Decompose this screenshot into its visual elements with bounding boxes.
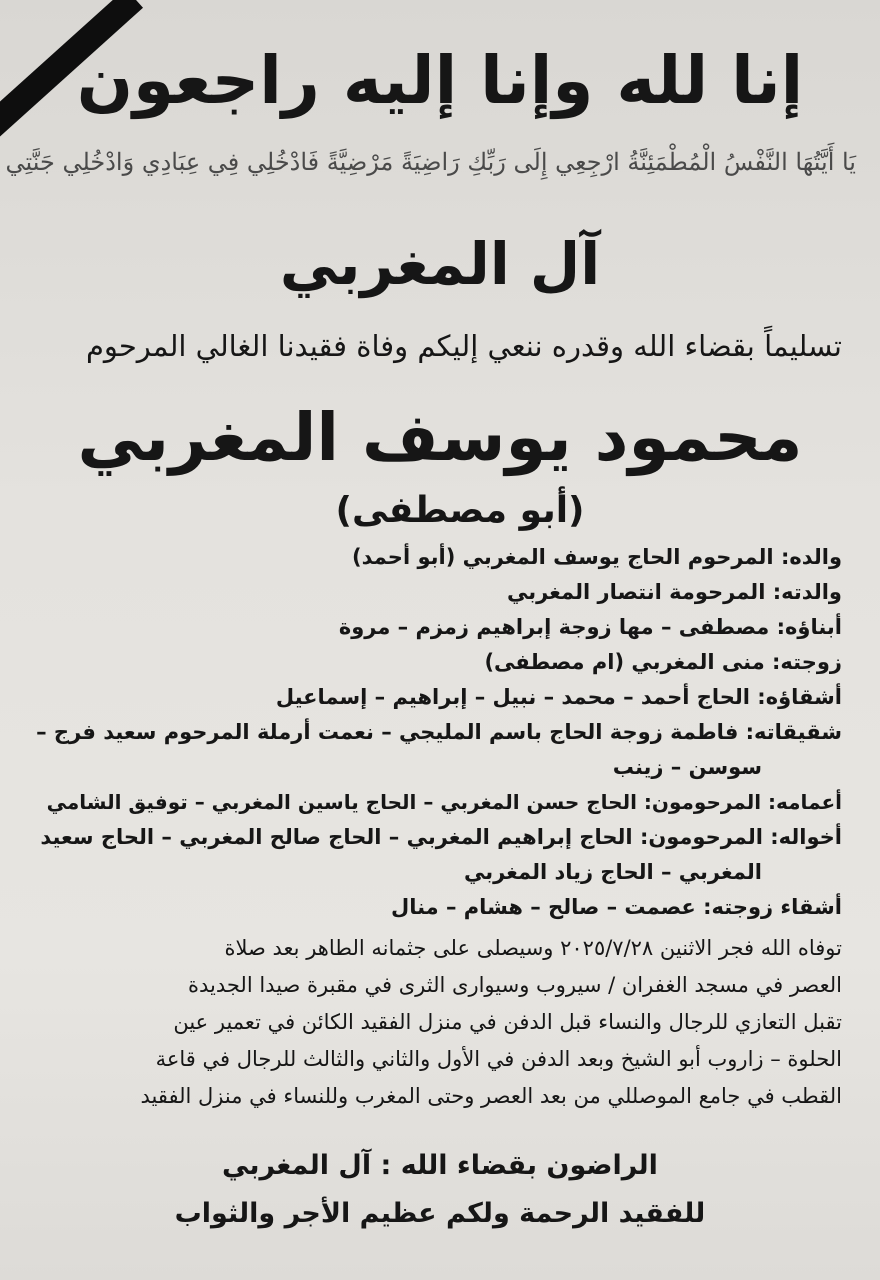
- relative-line: [30, 610, 842, 645]
- relative-label: والده:: [780, 545, 842, 569]
- relative-line: [30, 785, 842, 820]
- closing-signature: الراضون بقضاء الله : آل المغربي: [222, 1150, 658, 1181]
- relative-names: منى المغربي (ام مصطفى): [484, 650, 765, 674]
- quran-verse: يَا أَيَّتُهَا النَّفْسُ الْمُطْمَئِنَّةُ ارْجِعِي إِلَى رَبِّكِ رَاضِيَةً مَرْضِيَّةً فَادْخُلِي فِي عِبَادِي وَادْخُلِي جَنَّتِي: [5, 148, 856, 176]
- relative-line-continued: [30, 750, 842, 785]
- relative-label: شقيقاته:: [745, 720, 842, 744]
- intro-line: تسليماً بقضاء الله وقدره ننعي إليكم وفاة فقيدنا الغالي المرحوم: [85, 329, 842, 363]
- relative-line-continued: [30, 855, 842, 890]
- relative-line: [30, 575, 842, 610]
- announcement-line: تقبل التعازي للرجال والنساء قبل الدفن في منزل الفقيد الكائن في تعمير عين: [173, 1010, 842, 1034]
- relative-names: الحاج أحمد – محمد – نبيل – إبراهيم – إسماعيل: [275, 685, 750, 709]
- relative-line: [30, 645, 842, 680]
- relative-names: المرحومون: الحاج حسن المغربي – الحاج ياسين المغربي – توفيق الشامي: [46, 790, 762, 814]
- announcement-line: القطب في جامع الموصللي من بعد العصر وحتى المغرب وللنساء في منزل الفقيد: [140, 1084, 842, 1108]
- relative-names: المرحومة انتصار المغربي: [506, 580, 766, 604]
- relative-label: زوجته:: [772, 650, 842, 674]
- relative-label: أبناؤه:: [776, 615, 842, 639]
- funeral-announcement: [30, 930, 842, 1115]
- deceased-name: محمود يوسف المغربي: [77, 399, 803, 476]
- relative-names: سوسن – زينب: [612, 755, 762, 779]
- relative-label: أشقاؤه:: [757, 685, 842, 709]
- relative-label: أشقاء زوجته:: [703, 895, 842, 919]
- relative-line: [30, 820, 842, 855]
- relatives-list: [30, 540, 842, 925]
- header-verse: إنا لله وإنا إليه راجعون: [76, 42, 804, 119]
- relative-names: المرحومون: الحاج إبراهيم المغربي – الحاج صالح المغربي – الحاج سعيد: [40, 825, 763, 849]
- relative-line: [30, 680, 842, 715]
- relative-label: أعمامه:: [768, 790, 842, 814]
- relative-names: فاطمة زوجة الحاج باسم المليجي – نعمت أرملة المرحوم سعيد فرج –: [36, 720, 739, 744]
- relative-names: المرحوم الحاج يوسف المغربي (أبو أحمد): [352, 545, 774, 569]
- relative-line: [30, 890, 842, 925]
- family-title: آل المغربي: [279, 230, 601, 298]
- relative-names: المغربي – الحاج زياد المغربي: [463, 860, 762, 884]
- announcement-line: توفاه الله فجر الاثنين ٢٠٢٥/٧/٢٨ وسيصلى على جثمانه الطاهر بعد صلاة: [224, 936, 842, 960]
- relative-label: والدته:: [772, 580, 842, 604]
- announcement-line: العصر في مسجد الغفران / سيروب وسيوارى الثرى في مقبرة صيدا الجديدة: [187, 973, 842, 997]
- relative-line: [30, 715, 842, 750]
- announcement-line: الحلوة – زاروب أبو الشيخ وبعد الدفن في الأول والثاني والثالث للرجال في قاعة: [155, 1047, 842, 1071]
- deceased-nickname: (أبو مصطفى): [335, 490, 585, 531]
- closing-condolence: للفقيد الرحمة ولكم عظيم الأجر والثواب: [174, 1198, 706, 1229]
- relative-names: مصطفى – مها زوجة إبراهيم زمزم – مروة: [338, 615, 770, 639]
- relative-names: عصمت – صالح – هشام – منال: [390, 895, 696, 919]
- relative-label: أخواله:: [770, 825, 842, 849]
- relative-line: [30, 540, 842, 575]
